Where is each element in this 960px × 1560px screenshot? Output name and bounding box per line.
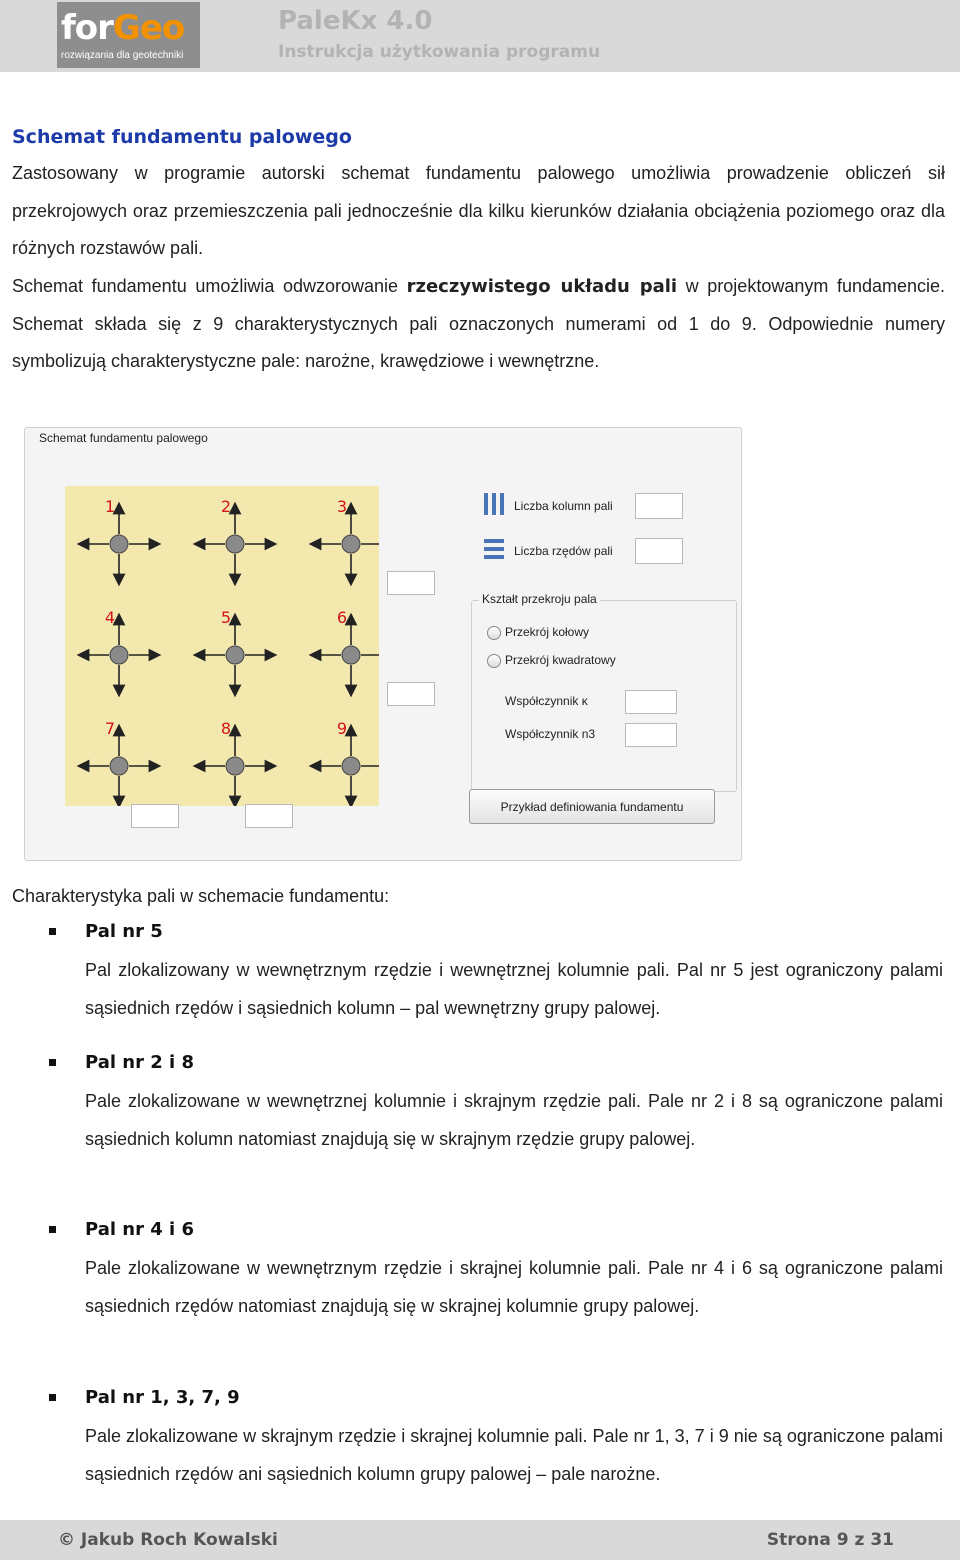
- grid-spacing-input-left[interactable]: [131, 804, 179, 828]
- characteristics-intro: Charakterystyka pali w schemacie fundamentu:: [12, 886, 390, 906]
- page-footer: [0, 1520, 960, 1560]
- rows-icon: [483, 537, 505, 561]
- pile-number: 5: [220, 608, 231, 627]
- pile-number: 1: [104, 497, 115, 516]
- document-title: PaleKx 4.0: [278, 6, 433, 36]
- footer-page-number: Strona 9 z 31: [766, 1530, 894, 1550]
- cross-section-group-title: Kształt przekroju pala: [479, 592, 600, 606]
- item-body-pile-5: Pal zlokalizowany w wewnętrznym rzędzie i wewnętrznej kolumnie pali. Pal nr 5 jest ograniczony palami sąsiednich rzędów i sąsiednich kolumn – pal wewnętrzny grupy palowej.: [85, 960, 943, 1018]
- pile-number: 2: [220, 497, 231, 516]
- foundation-scheme-screenshot: [24, 427, 742, 861]
- item-title-pile-5: Pal nr 5: [85, 921, 163, 942]
- pile-head[interactable]: [226, 757, 244, 775]
- rows-label: Liczba rzędów pali: [514, 544, 613, 558]
- schema-paragraph: Schemat fundamentu umożliwia odwzorowanie rzeczywistego układu pali w projektowanym fundamencie. Schemat składa się z 9 charakterystycznych pali oznaczonych numerami od 1 do 9. Odpowiednie numery symbolizują charakterystyczne pale: narożne, krawędziowe i wewnętrzne.: [12, 276, 946, 371]
- item-title-pile-corner: Pal nr 1, 3, 7, 9: [85, 1387, 240, 1408]
- bullet-marker: [49, 1394, 56, 1401]
- pile-head[interactable]: [110, 535, 128, 553]
- pile-head[interactable]: [110, 757, 128, 775]
- pile-head[interactable]: [226, 646, 244, 664]
- columns-icon: [483, 492, 505, 516]
- logo-geo-text: Geo: [112, 8, 185, 48]
- grid-spacing-input-right[interactable]: [245, 804, 293, 828]
- pile-number: 7: [104, 719, 115, 738]
- bullet-marker: [49, 1059, 56, 1066]
- kappa-coefficient-input[interactable]: [625, 690, 677, 714]
- section-title: Schemat fundamentu palowego: [12, 126, 352, 148]
- pile-number: 4: [104, 608, 115, 627]
- pile-head[interactable]: [226, 535, 244, 553]
- pile-head[interactable]: [342, 646, 360, 664]
- bullet-marker: [49, 1226, 56, 1233]
- square-section-label: Przekrój kwadratowy: [505, 653, 616, 667]
- footer-author: © Jakub Roch Kowalski: [58, 1530, 278, 1550]
- item-body-pile-2-8: Pale zlokalizowane w wewnętrznej kolumnie i skrajnym rzędzie pali. Pale nr 2 i 8 są ograniczone palami sąsiednich kolumn natomiast znajdują się w skrajnym rzędzie grupy palowej.: [85, 1091, 943, 1149]
- forgeo-logo: [57, 2, 200, 68]
- page-header: [0, 0, 960, 72]
- pile-head[interactable]: [110, 646, 128, 664]
- n3-coefficient-label: Współczynnik n3: [505, 727, 596, 741]
- square-section-radio[interactable]: [487, 654, 501, 668]
- pile-number: 6: [336, 608, 347, 627]
- grid-spacing-input-bottom[interactable]: [387, 682, 435, 706]
- bold-emphasis: rzeczywistego układu pali: [406, 276, 678, 297]
- round-section-label: Przekrój kołowy: [505, 625, 590, 639]
- grid-spacing-input-top[interactable]: [387, 571, 435, 595]
- pile-head[interactable]: [342, 757, 360, 775]
- example-definition-button[interactable]: Przykład definiowania fundamentu: [469, 789, 715, 824]
- logo-for-text: for: [61, 8, 113, 48]
- pile-number: 8: [220, 719, 231, 738]
- item-title-pile-4-6: Pal nr 4 i 6: [85, 1219, 195, 1240]
- pile-grid: [65, 486, 379, 806]
- columns-label: Liczba kolumn pali: [514, 499, 613, 513]
- round-section-radio[interactable]: [487, 626, 501, 640]
- n3-coefficient-input[interactable]: [625, 723, 677, 747]
- pile-number: 3: [336, 497, 347, 516]
- pile-grid-diagram: [65, 486, 379, 806]
- item-body-pile-4-6: Pale zlokalizowane w wewnętrznym rzędzie i skrajnej kolumnie pali. Pale nr 4 i 6 są ograniczone palami sąsiednich rzędów natomiast znajdują się w skrajnej kolumnie grupy palowej.: [85, 1258, 943, 1316]
- pile-head[interactable]: [342, 535, 360, 553]
- intro-paragraph: Zastosowany w programie autorski schemat fundamentu palowego umożliwia prowadzenie obliczeń sił przekrojowych oraz przemieszczenia pali jednocześnie dla kilku kierunków działania obciążenia poziomego oraz dla różnych rozstawów pali.: [12, 163, 945, 258]
- logo-tagline: rozwiązania dla geotechniki: [61, 50, 184, 61]
- panel-title: Schemat fundamentu palowego: [39, 431, 208, 445]
- rows-count-input[interactable]: [635, 538, 683, 564]
- bullet-marker: [49, 928, 56, 935]
- document-subtitle: Instrukcja użytkowania programu: [278, 42, 601, 62]
- pile-number: 9: [336, 719, 347, 738]
- item-body-pile-corner: Pale zlokalizowane w skrajnym rzędzie i skrajnej kolumnie pali. Pale nr 1, 3, 7 i 9 nie są ograniczone palami sąsiednich rzędów ani sąsiednich kolumn grupy palowej – pale narożne.: [85, 1426, 943, 1484]
- item-title-pile-2-8: Pal nr 2 i 8: [85, 1052, 195, 1073]
- columns-count-input[interactable]: [635, 493, 683, 519]
- kappa-coefficient-label: Współczynnik κ: [505, 694, 588, 708]
